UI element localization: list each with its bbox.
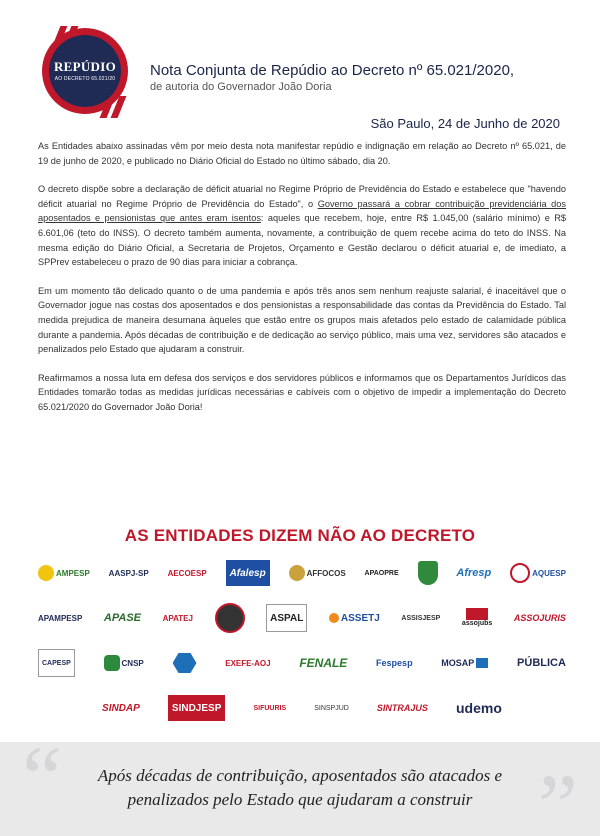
logo-fespesp (376, 650, 413, 676)
logo-text: SINTRAJUS (376, 703, 428, 713)
logo-text: assojubs (461, 620, 493, 627)
logo-text: MOSAP (441, 658, 475, 668)
logo-afresp (456, 560, 491, 586)
logo-row-4 (38, 691, 566, 725)
paragraph-2-end: : aqueles que recebem, hoje, entre R$ 1.045,00 (salário mínimo) e R$ 6.601,06 (teto do INSS). O decreto também aumenta, novamente, a contribuição de quem recebe acima do teto do INSS. Na mesma edição do Diário Oficial, a Secretaria de Projetos, Orçamento e Gestão declarou o déficit atuarial e, de imediato, a SPPrev estabeleceu o prazo de 90 dias para iniciar a cobrança. (38, 213, 566, 268)
paragraph-2 (38, 182, 566, 270)
quote-line-1: Após décadas de contribuição, aposentados são atacados e (97, 766, 503, 785)
page-title: Nota Conjunta de Repúdio ao Decreto nº 65.021/2020, (150, 62, 515, 79)
seal-word: REPÚDIO (53, 59, 117, 74)
repudio-seal (38, 24, 138, 124)
logo-text: SINSPJUD (314, 704, 349, 712)
logo-text: APAMPESP (38, 613, 83, 623)
logo-text: APAOPRE (364, 569, 399, 577)
logo-text: ASSOJURIS (513, 613, 566, 623)
logo-assisjesp (401, 605, 440, 631)
logo-udemo (456, 695, 502, 721)
logo-text: AASPJ-SP (108, 568, 149, 578)
logo-text: CAPESP (42, 659, 71, 667)
logo-apampesp (38, 605, 82, 631)
logo-capesp (38, 649, 75, 677)
logo-row-1 (38, 556, 566, 590)
page-subtitle: de autoria do Governador João Doria (150, 81, 332, 93)
logo-cnsp (104, 650, 144, 676)
logo-aspal (266, 604, 307, 632)
logo-apatej (163, 605, 193, 631)
logo-text: AQUESP (532, 568, 566, 578)
logo-text: Afalesp (229, 567, 266, 579)
map-icon (38, 565, 54, 581)
logo-assetj (329, 605, 380, 631)
arrow-icon (476, 658, 488, 668)
entities-heading: AS ENTIDADES DIZEM NÃO AO DECRETO (124, 526, 476, 545)
close-quote-icon: ” (538, 757, 578, 836)
logo-row-2 (38, 601, 566, 635)
logo-apaopre (365, 560, 399, 586)
quote-line-2: penalizados pelo Estado que ajudaram a construir (127, 790, 473, 809)
badge-icon (510, 563, 530, 583)
logo-text: ASPAL (270, 612, 304, 624)
logo-sinspjud (314, 695, 349, 721)
logo-row-3 (38, 646, 566, 680)
logo-afalesp (226, 560, 270, 586)
map-icon (104, 655, 120, 671)
logo-text: APASE (103, 612, 141, 624)
logo-sindjesp (168, 695, 225, 721)
logo-round-seal (215, 605, 245, 631)
logo-apase (104, 605, 141, 631)
logo-fenale (299, 650, 347, 676)
logo-text: ASSETJ (340, 612, 380, 624)
logo-aquesp (510, 560, 566, 586)
logo-text: Afresp (456, 567, 492, 579)
logo-mosap (441, 650, 488, 676)
logo-hexagon (173, 650, 197, 676)
logo-assojuris (514, 605, 566, 631)
paragraph-4: Reafirmamos a nossa luta em defesa dos serviços e dos servidores públicos e informamos que os Departamentos Jurídicos das Entidades tomarão todas as medidas jurídicas necessárias e cabíveis com o objetivo de impedir a implementação do Decreto 65.021/2020 do Governador João Doria! (38, 372, 566, 412)
logo-exefe (225, 650, 270, 676)
hexagon-icon (173, 653, 197, 673)
logo-text: udemo (456, 700, 502, 716)
emblem-icon (466, 608, 488, 620)
logo-sifuuris (253, 695, 286, 721)
logo-text: CNSP (121, 658, 144, 668)
paragraph-2-underlined: Governo passará a cobrar contribuição previdenciária dos aposentados e pensionistas que antes eram isentos (38, 198, 566, 224)
logo-shield (418, 560, 438, 586)
seal-inner (49, 35, 121, 107)
logo-text: AFFOCOS (306, 568, 346, 578)
logo-affocos (289, 560, 346, 586)
logo-text: PÚBLICA (517, 657, 566, 669)
logo-text: SIFUURIS (253, 704, 287, 712)
logo-text: AECOESP (167, 568, 207, 578)
paragraph-2-start: O decreto dispõe sobre a declaração de déficit atuarial no Regime Próprio de Previdência do Estado e estabelece que "havendo déficit atuarial no Regime Próprio de Previdência do Estado", o (38, 184, 566, 209)
logo-text: EXEFE-AOJ (225, 658, 271, 668)
logo-text: APATEJ (162, 613, 193, 623)
logo-sindap (102, 695, 140, 721)
logo-text: FENALE (299, 656, 348, 670)
logo-ampesp (38, 560, 90, 586)
logo-assojubs (462, 605, 492, 631)
logo-text: Fespesp (376, 658, 413, 668)
shield-icon (418, 561, 438, 585)
logo-aaspj (109, 560, 149, 586)
dot-icon (329, 613, 339, 623)
logo-text: ASSISJESP (401, 614, 441, 622)
logo-text: AMPESP (56, 568, 90, 578)
logo-text: SINDAP (102, 702, 140, 714)
logo-aecoesp (168, 560, 207, 586)
logo-publica (517, 650, 566, 676)
open-quote-icon: “ (22, 729, 62, 828)
logo-text: SINDJESP (171, 702, 222, 714)
note-body (38, 139, 566, 429)
quote-banner (0, 729, 600, 836)
paragraph-1: As Entidades abaixo assinadas vêm por meio desta nota manifestar repúdio e indignação em relação ao Decreto nº 65.021, de 19 de junho de 2020, e publicado no Diário Oficial do Estado no último sábado, dia 20. (38, 141, 566, 166)
entity-logos (38, 556, 566, 736)
seal-icon (215, 603, 245, 633)
banner-quote (30, 764, 570, 812)
seal-sub: AO DECRETO 65.021/20 (54, 76, 116, 82)
emblem-icon (289, 565, 305, 581)
logo-sintrajus (377, 695, 428, 721)
date-line: São Paulo, 24 de Junho de 2020 (370, 116, 560, 131)
paragraph-3: Em um momento tão delicado quanto o de uma pandemia e após três anos sem nenhum reajuste salarial, é inaceitável que o Governador jogue nas costas dos aposentados e dos pensionistas a responsabilidade das contas da Previdência do Estado. Tal medida prejudica de maneira desumana àqueles que estão entre os grupos mais afetados pelo estado de calamidade pública durante a pandemia. Após décadas de contribuição e de dedicação ao serviço público, mais uma vez, servidores são atacados e penalizados pelo Estado que ajudaram a construir. (38, 285, 566, 355)
